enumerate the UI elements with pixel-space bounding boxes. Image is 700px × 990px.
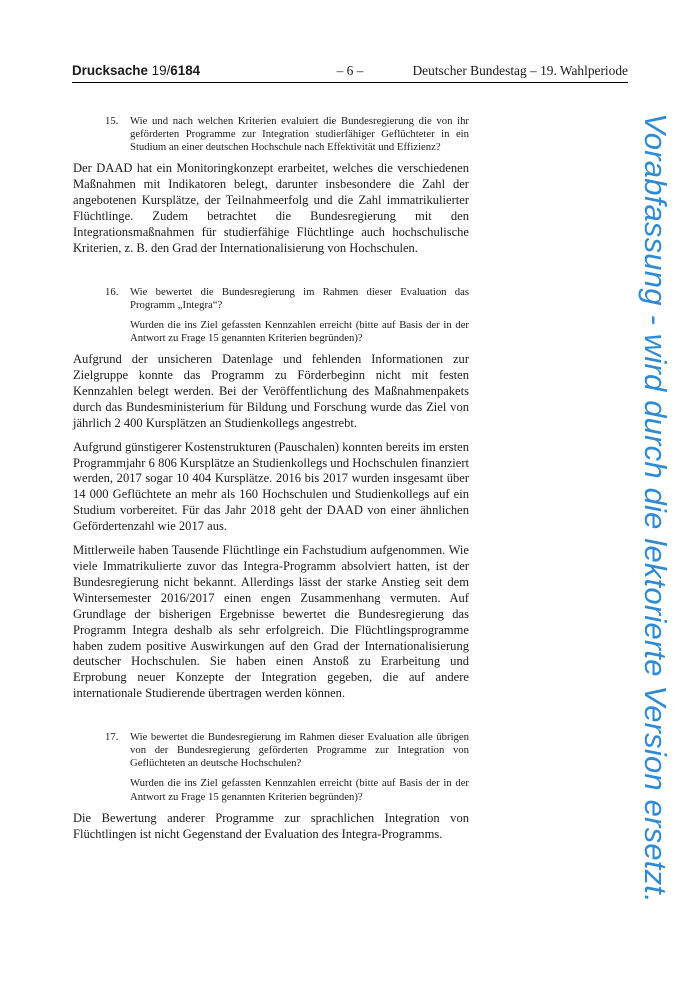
answer-16-paragraph: Aufgrund günstigerer Kostenstrukturen (Pauschalen) konnten bereits im ersten Programmjahr 6 806 Kursplätze an Studienkollegs und Hochschulen finanziert werden, 2017 sogar 10 404 Kursplätze. 2016 bis 2017 wurden insgesamt über 14 000 Geflüchtete an mehr als 160 Hochschulen und Studienkollegs auf ein Studium vorbereitet. Für das Jahr 2018 geht der DAAD von einer ähnlichen Gefördertenzahl wie 2017 aus.: [73, 439, 469, 534]
answer-15: Der DAAD hat ein Monitoringkonzept erarbeitet, welches die verschiedenen Maßnahmen mit Indikatoren belegt, darunter insbesondere die Zahl der angebotenen Kursplätze, der Teilnahmeerfolg und die Zahl immatrikulierter Flüchtlinge. Zudem betrachtet die Bundesregierung mit den Integrationsmaßnahmen für studierfähige Flüchtlinge auch hochschulische Kriterien, z. B. den Grad der Internationalisierung von Hochschulen.: [73, 161, 469, 255]
answer-16-paragraph: Aufgrund der unsicheren Datenlage und fehlenden Informationen zur Zielgruppe konnte das Programm zu Förderbeginn nicht mit festen Kennzahlen belegt werden. Bei der Veröffentlichung des Maßnahmenpakets durch das Bundesministerium für Bildung und Forschung wurde das Ziel von jährlich 2 400 Kursplätzen an Studienkollegs angestrebt.: [73, 352, 469, 430]
question-text: Wie bewertet die Bundesregierung im Rahmen dieser Evaluation das Programm „Integra“?: [130, 285, 469, 311]
page-header: [72, 60, 628, 83]
question-subtext: Wurden die ins Ziel gefassten Kennzahlen erreicht (bitte auf Basis der in der Antwort zu Frage 15 genannten Kriterien begründen)?: [130, 777, 469, 803]
question-subtext: Wurden die ins Ziel gefassten Kennzahlen erreicht (bitte auf Basis der in der Antwort zu Frage 15 genannten Kriterien begründen)?: [130, 318, 469, 344]
question-text: Wie bewertet die Bundesregierung im Rahmen dieser Evaluation alle übrigen von der Bundesregierung geförderten Programme zur Integration von Geflüchteten an deutsche Hochschulen?: [130, 731, 469, 770]
answer-17: Die Bewertung anderer Programme zur sprachlichen Integration von Flüchtlingen ist nicht Gegenstand der Evaluation des Integra-Programms.: [73, 810, 469, 841]
drucksache-label: Drucksache: [72, 63, 148, 78]
answer-16-paragraph: Mittlerweile haben Tausende Flüchtlinge ein Fachstudium aufgenommen. Wie viele Immatrikulierte zuvor das Integra-Programm absolviert hatten, ist der Bundesregierung nicht bekannt. Allerdings lässt der starke Anstieg seit dem Wintersemester 2016/2017 einen engen Zusammenhang vermuten. Auf Grundlage der bisherigen Ergebnisse bewertet die Bundesregierung das Programm Integra deshalb als sehr erfolgreich. Die Flüchtlingsprogramme haben zudem positive Auswirkungen auf den Grad der Internationalisierung deutscher Hochschulen. Sie haben einen Anstoß zu Erarbeitung und Erprobung neuer Konzepte der Integration gegeben, die auf andere internationale Studierende übertragen werden können.: [73, 543, 469, 701]
question-16: [73, 286, 469, 345]
question-15: [73, 115, 469, 154]
preliminary-version-stamp: [630, 108, 680, 908]
page-number: – 6 –: [336, 63, 364, 78]
question-text: Wie und nach welchen Kriterien evaluiert die Bundesregierung die von ihr geförderten Programme zur Integration studierfähiger Geflüchteter in ein Studium an einer deutschen Hochschule nach Effektivität und Effizienz?: [130, 115, 469, 154]
question-number: 16.: [105, 285, 119, 298]
number-prefix: 19/: [151, 63, 171, 78]
stamp-text: Vorabfassung - wird durch die lektorierte Version ersetzt.: [638, 113, 673, 903]
page-content: [73, 115, 469, 842]
parliament-label: Deutscher Bundestag – 19. Wahlperiode: [412, 63, 628, 78]
question-number: 17.: [105, 731, 119, 744]
question-17: [73, 731, 469, 803]
number-bold: 6184: [170, 63, 201, 78]
question-number: 15.: [105, 115, 119, 127]
